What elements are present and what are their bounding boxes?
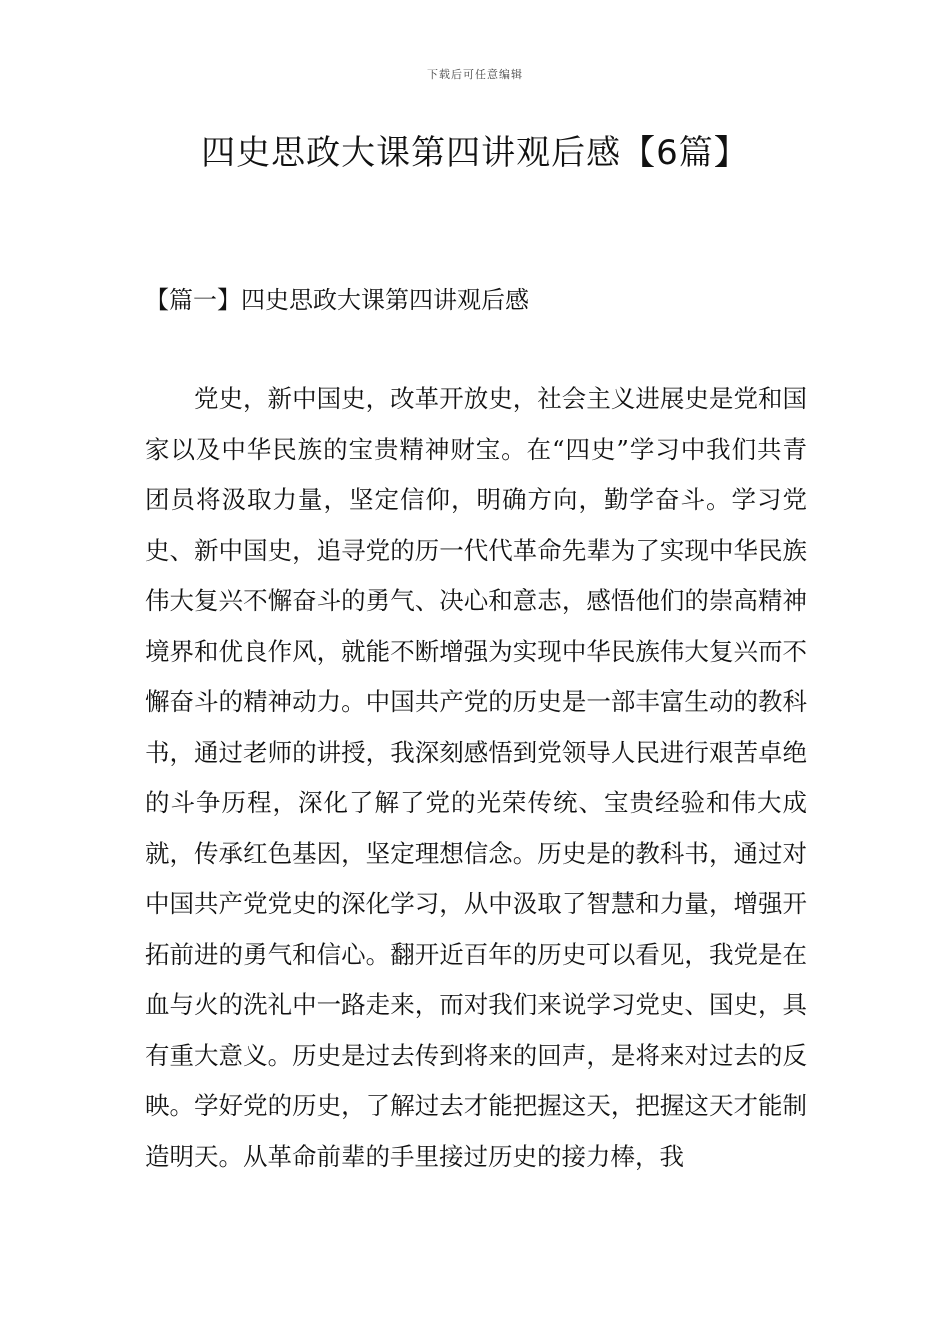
section-heading: 【篇一】四史思政大课第四讲观后感 bbox=[145, 286, 529, 314]
body-paragraph: 党史，新中国史，改革开放史，社会主义进展史是党和国家以及中华民族的宝贵精神财宝。在“四史”学习中我们共青团员将汲取力量，坚定信仰，明确方向，勤学奋斗。学习党史、新中国史，追寻党的历一代代革命先辈为了实现中华民族伟大复兴不懈奋斗的勇气、决心和意志，感悟他们的崇高精神境界和优良作风，就能不断增强为实现中华民族伟大复兴而不懈奋斗的精神动力。中国共产党的历史是一部丰富生动的教科书，通过老师的讲授，我深刻感悟到党领导人民进行艰苦卓绝的斗争历程，深化了解了党的光荣传统、宝贵经验和伟大成就，传承红色基因，坚定理想信念。历史是的教科书，通过对中国共产党党史的深化学习，从中汲取了智慧和力量，增强开拓前进的勇气和信心。翻开近百年的历史可以看见，我党是在血与火的洗礼中一路走来，而对我们来说学习党史、国史，具有重大意义。历史是过去传到将来的回声，是将来对过去的反映。学好党的历史，了解过去才能把握这天，把握这天才能制造明天。从革命前辈的手里接过历史的接力棒，我 bbox=[145, 384, 807, 1171]
header-note: 下载后可任意编辑 bbox=[427, 68, 523, 81]
document-title: 四史思政大课第四讲观后感【6篇】 bbox=[201, 133, 749, 173]
